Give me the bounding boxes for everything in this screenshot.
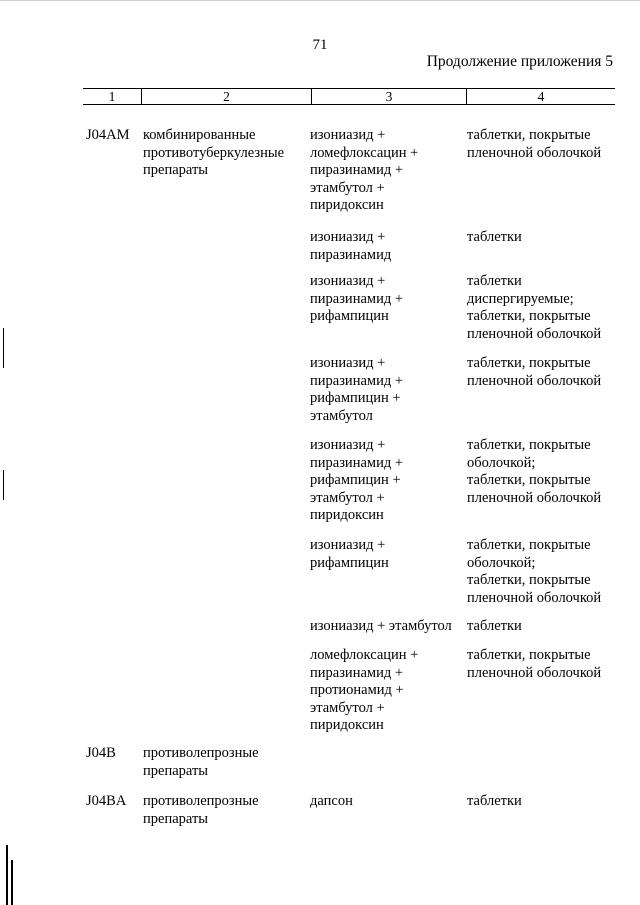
drug-name: изониазид + этамбутол [310,618,452,634]
dosage-form: таблетки, покрытые пленочной оболочкой [467,127,602,161]
table-row [0,793,640,833]
atc-code: J04AM [86,127,130,143]
pharmacological-group: противолепрозные препараты [143,745,259,779]
header-col-2: 2 [223,89,230,104]
table-header [83,88,615,105]
drug-name: изониазид + пиразинамид [310,229,392,263]
atc-code: J04B [86,745,116,761]
drug-name: ломефлоксацин + пиразинамид + протионамид + этамбутол + пиридоксин [310,647,419,733]
dosage-form: таблетки диспергируемые; таблетки, покрытые пленочной оболочкой [467,273,602,342]
header-col-4: 4 [537,89,545,104]
table-row [0,127,640,229]
drug-name: изониазид + рифампицин [310,537,389,571]
continuation-caption: Продолжение приложения 5 [426,53,613,70]
pharmacological-group: противолепрозные препараты [143,793,259,827]
atc-code: J04BA [86,793,127,809]
table-row [0,745,640,793]
table-row [0,437,640,537]
pharmacological-group: комбинированные противотуберкулезные препараты [143,127,285,178]
table-row [0,229,640,273]
top-edge-rule [0,0,640,1]
dosage-form: таблетки [467,618,522,634]
table-row [0,355,640,437]
table-row [0,537,640,618]
drug-name: изониазид + пиразинамид + рифампицин + этамбутол [310,355,404,424]
table-row [0,273,640,355]
table-row [0,647,640,745]
page-number: 71 [312,37,328,53]
header-col-3: 3 [385,89,393,104]
header-col-1: 1 [108,89,116,104]
dosage-form: таблетки, покрытые оболочкой; таблетки, покрытые пленочной оболочкой [467,437,602,506]
table-body [0,127,640,833]
dosage-form: таблетки, покрытые пленочной оболочкой [467,647,602,681]
dosage-form: таблетки, покрытые оболочкой; таблетки, покрытые пленочной оболочкой [467,537,602,606]
table-row [0,618,640,647]
dosage-form: таблетки, покрытые пленочной оболочкой [467,355,602,389]
drug-name: дапсон [310,793,353,809]
drug-name: изониазид + пиразинамид + рифампицин [310,273,404,324]
dosage-form: таблетки [467,229,522,245]
drug-name: изониазид + ломефлоксацин + пиразинамид + этамбутол + пиридоксин [310,127,419,213]
dosage-form: таблетки [467,793,522,809]
scan-edge-mark [6,845,8,905]
scan-edge-mark [11,860,13,905]
drug-name: изониазид + пиразинамид + рифампицин + этамбутол + пиридоксин [310,437,404,523]
